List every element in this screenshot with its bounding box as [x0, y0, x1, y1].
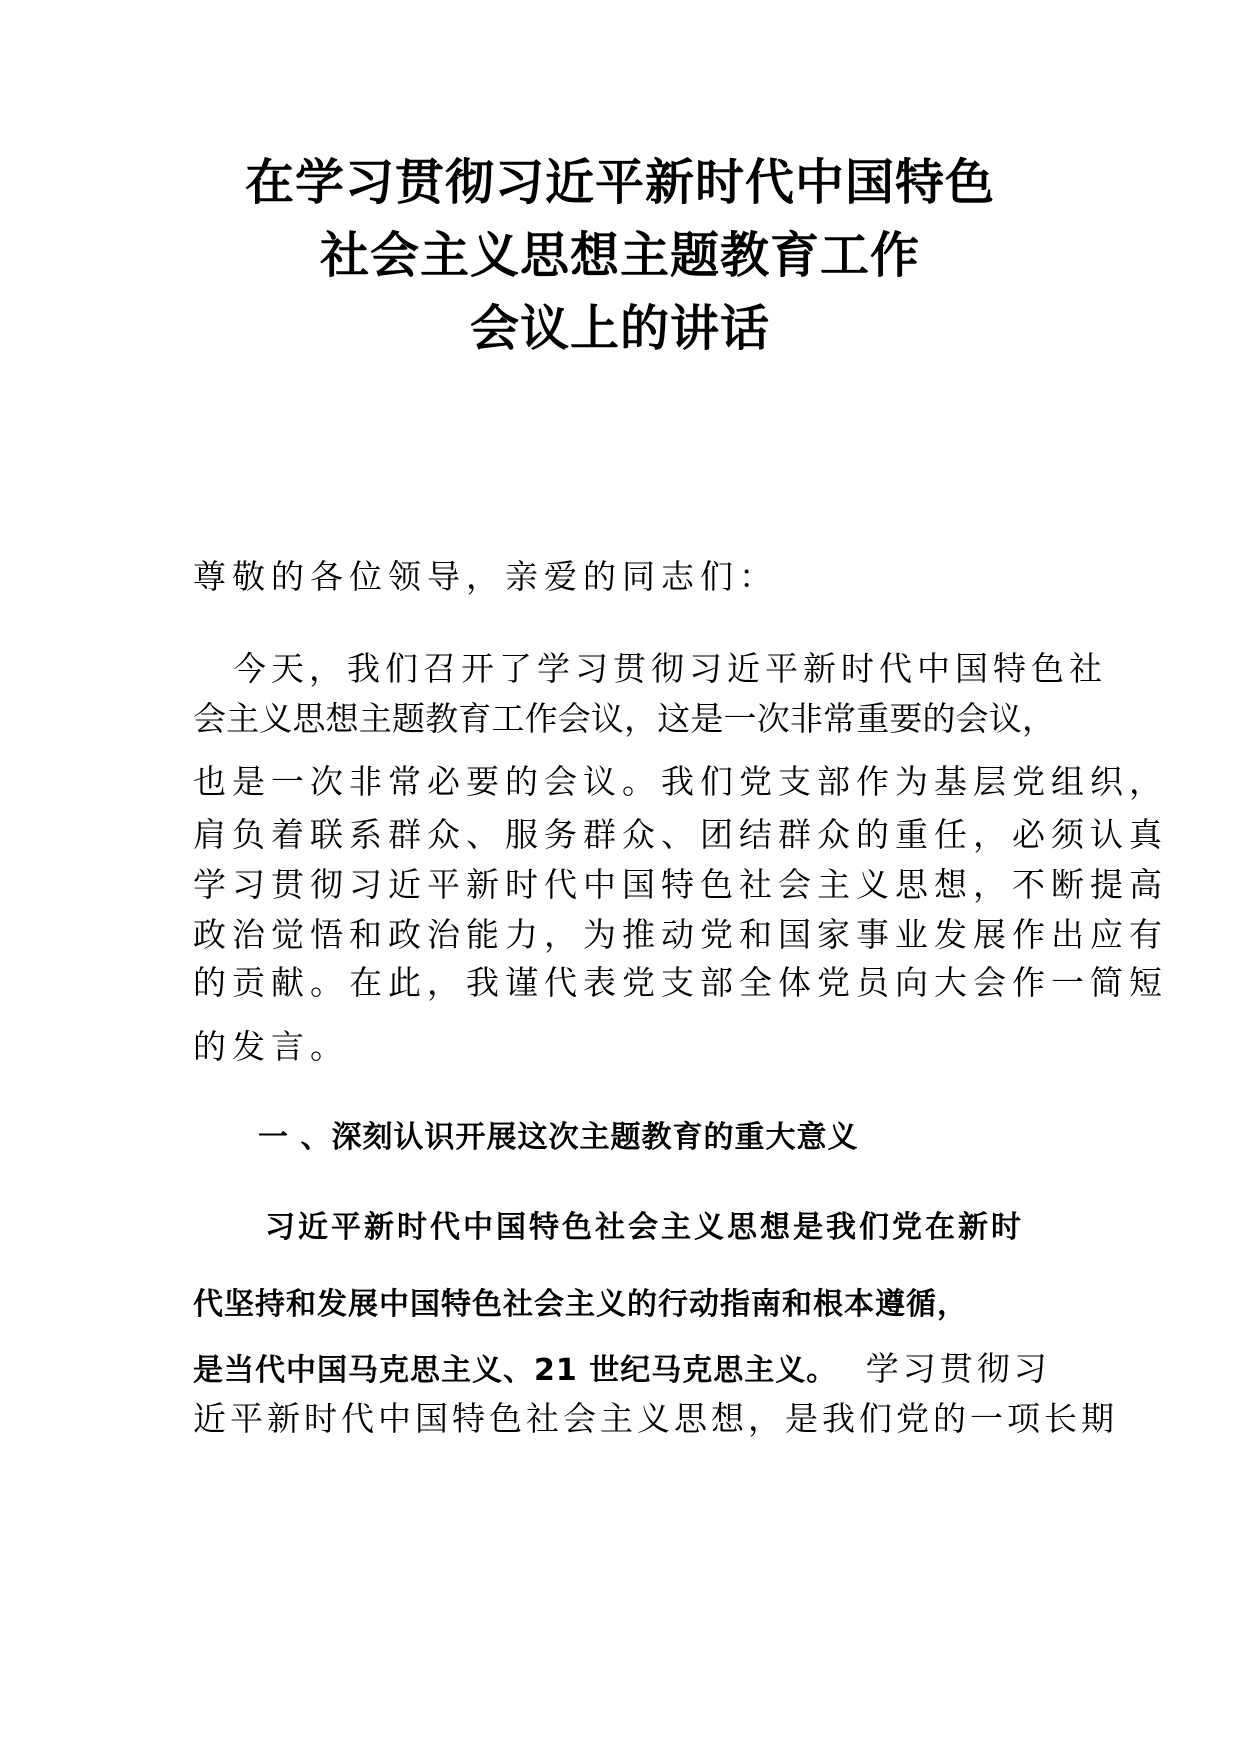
intro-line-5: 学习贯彻习近平新时代中国特色社会主义思想，不断提高	[193, 865, 1168, 904]
intro-line-6: 政治觉悟和政治能力，为推动党和国家事业发展作出应有	[193, 915, 1168, 954]
section-1-bold-line-2: 代坚持和发展中国特色社会主义的行动指南和根本遵循，	[193, 1287, 968, 1322]
document-title-line-1: 在学习贯彻习近平新时代中国特色	[244, 154, 995, 211]
intro-line-7: 的贡献。在此，我谨代表党支部全体党员向大会作一简短	[193, 963, 1168, 1002]
section-1-normal-tail: 学习贯彻习	[865, 1349, 1051, 1388]
section-heading-1: 一 、深刻认识开展这次主题教育的重大意义	[258, 1120, 859, 1155]
intro-line-3: 也是一次非常必要的会议。我们党支部作为基层党组织，	[193, 762, 1168, 801]
document-title-line-2: 社会主义思想主题教育工作	[319, 227, 920, 284]
intro-line-1: 今天，我们召开了学习贯彻习近平新时代中国特色社	[233, 649, 1107, 688]
intro-line-2: 会主义思想主题教育工作会议，这是一次非常重要的会议，	[193, 699, 1055, 738]
section-1-bold-line-1: 习近平新时代中国特色社会主义思想是我们党在新时	[265, 1210, 1024, 1245]
intro-line-8: 的发言。	[193, 1027, 349, 1066]
section-1-bold-line-3: 是当代中国马克思主义、21 世纪马克思主义。	[193, 1353, 838, 1388]
salutation: 尊敬的各位领导，亲爱的同志们：	[193, 557, 778, 596]
document-title-line-3: 会议上的讲话	[469, 300, 770, 357]
section-1-line-4: 近平新时代中国特色社会主义思想，是我们党的一项长期	[193, 1399, 1118, 1438]
section-1-line-3	[193, 1349, 1053, 1388]
intro-line-4: 肩负着联系群众、服务群众、团结群众的重任，必须认真	[193, 815, 1168, 854]
